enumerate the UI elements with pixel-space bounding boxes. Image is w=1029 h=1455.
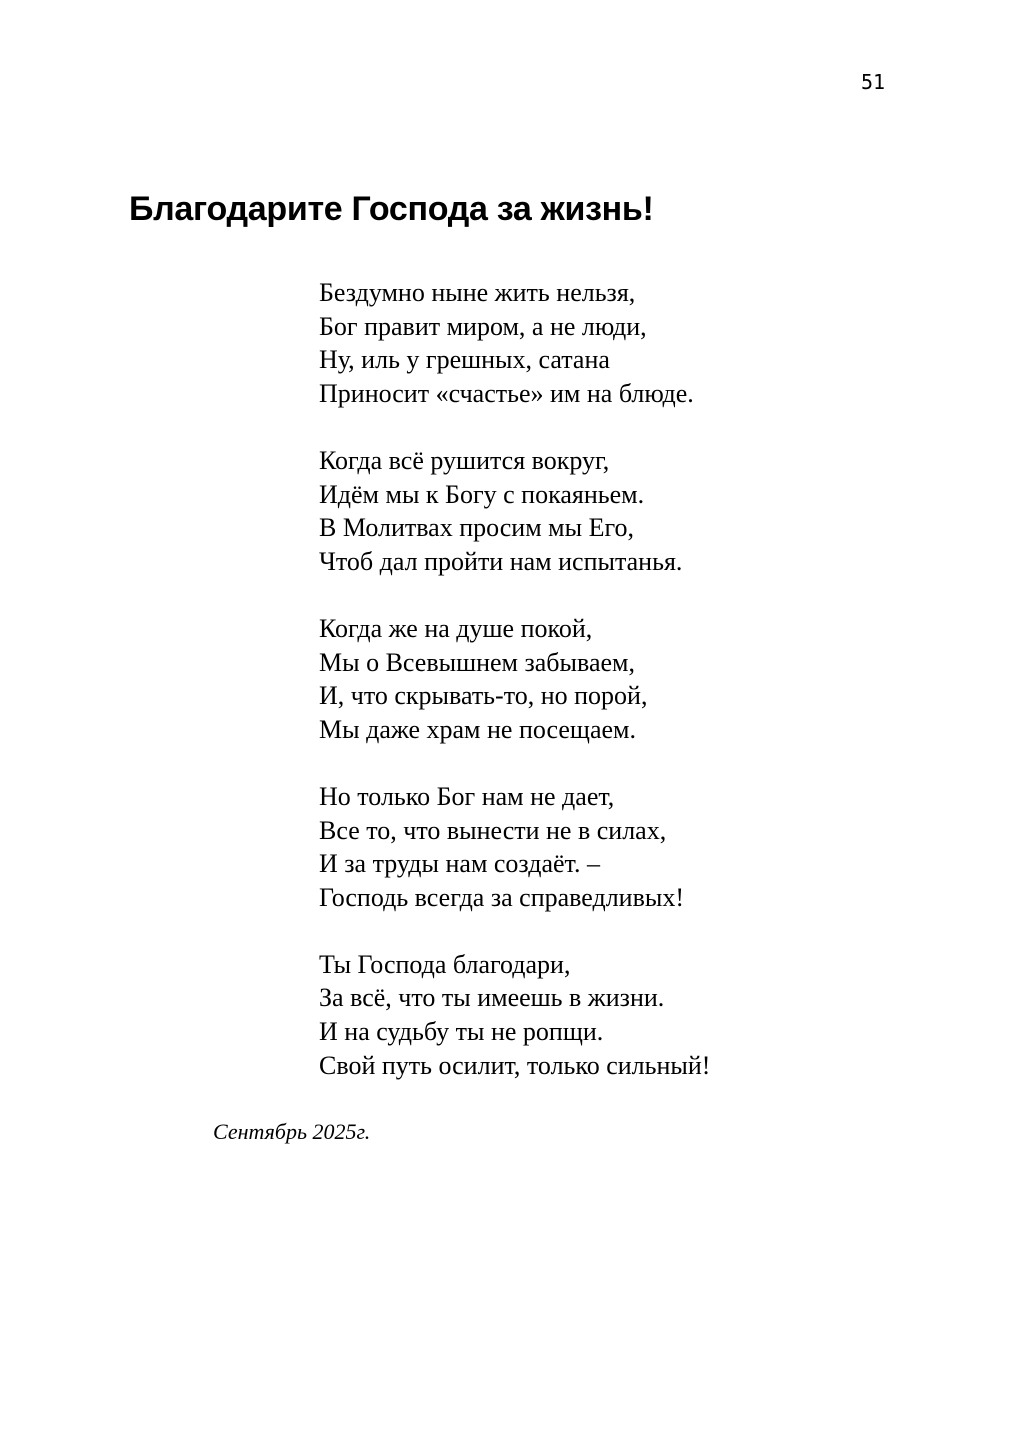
poem-date: Сентябрь 2025г.	[213, 1119, 371, 1144]
poem-line: И на судьбу ты не ропщи.	[319, 1017, 604, 1047]
stanza	[319, 780, 710, 914]
poem-body	[319, 276, 710, 1116]
poem-line: Мы даже храм не посещаем.	[319, 714, 636, 744]
poem-line: Когда всё рушится вокруг,	[319, 445, 610, 475]
stanza	[319, 948, 710, 1082]
poem-line: Чтоб дал пройти нам испытанья.	[319, 546, 683, 576]
stanza	[319, 276, 710, 410]
poem-line: Ну, иль у грешных, сатана	[319, 345, 610, 375]
poem-line: Идём мы к Богу с покаяньем.	[319, 479, 645, 509]
poem-line: За всё, что ты имеешь в жизни.	[319, 983, 665, 1013]
poem-line: Свой путь осилит, только сильный!	[319, 1050, 711, 1080]
poem-line: В Молитвах просим мы Его,	[319, 513, 634, 543]
stanza	[319, 612, 710, 746]
page-number: 51	[861, 70, 886, 94]
poem-title: Благодарите Господа за жизнь!	[129, 190, 654, 228]
poem-line: Бездумно ныне жить нельзя,	[319, 278, 636, 307]
poem-line: Когда же на душе покой,	[319, 613, 593, 643]
stanza	[319, 444, 710, 578]
poem-line: Господь всегда за справедливых!	[319, 882, 684, 912]
poem-line: Но только Бог нам не дает,	[319, 781, 615, 811]
poem-line: И, что скрывать-то, но порой,	[319, 681, 648, 711]
poem-line: Ты Господа благодари,	[319, 949, 571, 979]
poem-line: Все то, что вынести не в силах,	[319, 815, 667, 845]
poem-line: Приносит «счастье» им на блюде.	[319, 378, 694, 408]
poem-line: И за труды нам создаёт. –	[319, 849, 600, 879]
poem-line: Бог правит миром, а не люди,	[319, 311, 647, 341]
poem-line: Мы о Всевышнем забываем,	[319, 647, 635, 677]
